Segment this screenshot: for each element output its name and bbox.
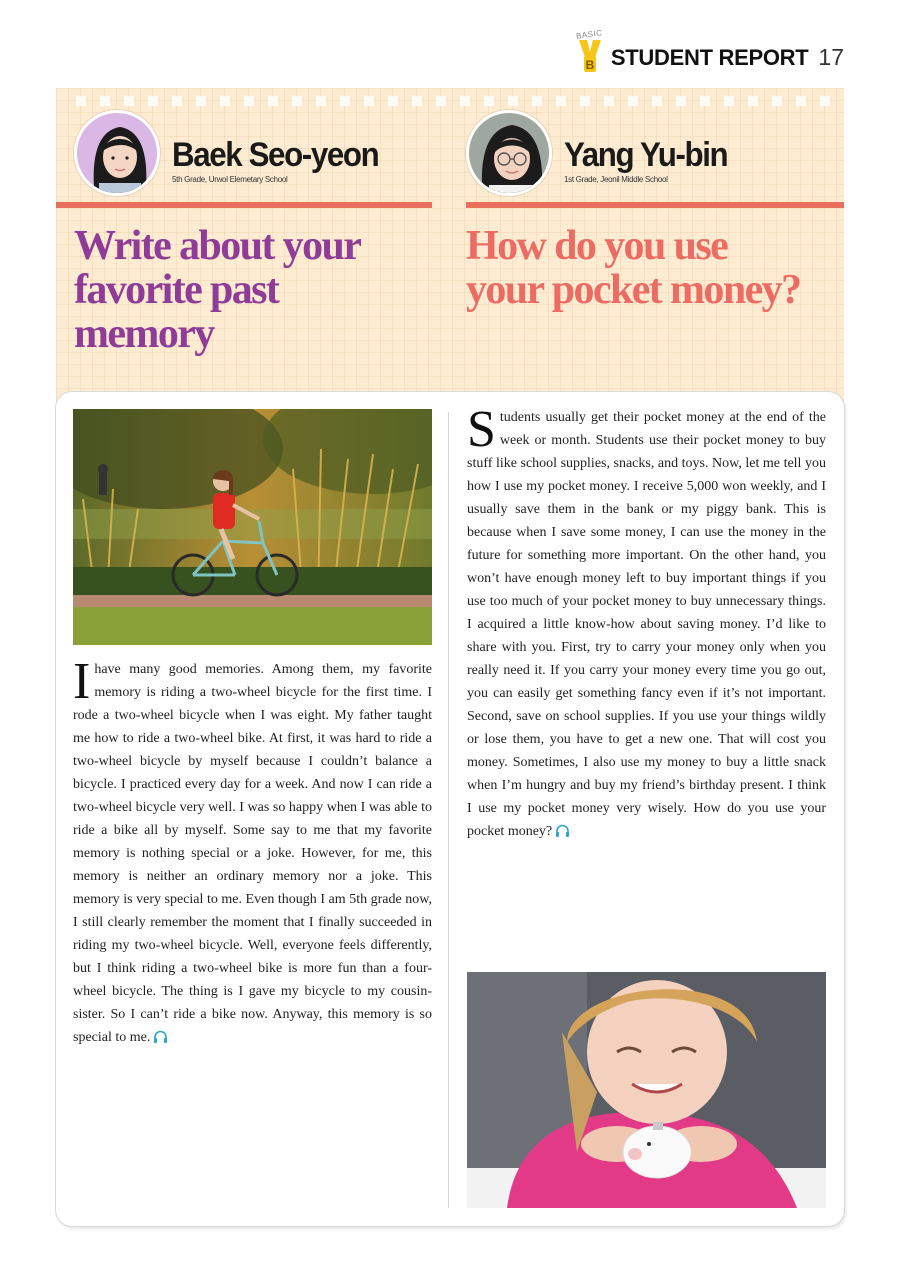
right-author — [466, 110, 741, 196]
badge-letter: B — [585, 58, 595, 72]
page-header — [575, 28, 844, 74]
headline-line: memory — [74, 311, 214, 357]
girl-riding-bicycle-image — [73, 409, 432, 645]
drop-cap: S — [467, 401, 496, 458]
headline-line: Write about your — [74, 223, 361, 269]
headline-line: your pocket money? — [466, 267, 801, 313]
girl-with-piggy-bank-image — [467, 972, 826, 1208]
section-title: STUDENT REPORT — [610, 45, 809, 70]
avatar — [466, 110, 552, 196]
right-headline — [466, 224, 846, 312]
author-name: Baek Seo-yeon — [172, 135, 379, 174]
column-divider — [448, 412, 449, 1208]
headline-line: favorite past — [74, 267, 279, 313]
article-text: tudents usually get their pocket money at the end of the week or month. Students use their pocket money to buy stuff like school supplies, snacks, and toys. Now, let me tell you how I use my pocket money. I receive 5,000 won weekly, and I usually save them in the bank or my piggy bank. This is because when I save some money, I can use the money in the future for something more important. On the other hand, you won’t have enough money left to buy important things if you use too much of your pocket money to buy unnecessary things. I acquired a little know-how about saving money. I’d like to share with you. First, try to carry your money only when you really need it. If you carry your money every time you go out, you can easily get something fancy even if it’s not important. Second, save on school supplies. If you use your things wildly or lose them, you have to get a new one. That will cost you money. Sometimes, I also use my money to buy a little snack when I’m hungry and buy my friend’s birthday present. I think I use my pocket money very wisely. How do you use your pocket money? — [467, 410, 826, 839]
headline-line: How do you use — [466, 223, 728, 269]
author-name: Yang Yu-bin — [564, 135, 728, 174]
article-text: have many good memories. Among them, my favorite memory is riding a two-wheel bicycle for the first time. I rode a two-wheel bicycle when I was eight. My father taught me how to ride a two-wheel bike. At first, it was hard to ride a two-wheel bicycle by myself because I couldn’t balance a bicycle. I practiced every day for a week. And now I can ride a two-wheel bicycle very well. I was so happy when I was able to ride a bike all by myself. Some say to me that my favorite memory is nothing special or a joke. However, for me, this memory is neither an ordinary memory nor a joke. This memory is very special to me. Even though I am 5th grade now, I still clearly remember the moment that I finally succeeded in riding my two-wheel bicycle. Well, everyone feels differently, but I think riding a two-wheel bike is more fun than a four-wheel bicycle. The thing is I gave my bicycle to my cousin- sister. So I can’t ride a bike now. Anyway, this memory is so special to me. — [73, 662, 432, 1045]
right-divider-rule — [466, 202, 844, 208]
drop-cap: I — [73, 653, 91, 710]
page-number: 17 — [818, 44, 844, 70]
portrait-girl-glasses-icon — [469, 113, 552, 196]
author-school: 5th Grade, Urwol Elemetary School — [172, 174, 288, 184]
badge-text: BASIC — [575, 28, 603, 41]
piggy-bank-photo — [467, 972, 826, 1208]
author-school: 1st Grade, Jeonil Middle School — [564, 174, 668, 184]
headphones-icon — [153, 1028, 168, 1051]
left-article-body — [73, 653, 432, 1051]
left-divider-rule — [56, 202, 432, 208]
tape-dots — [76, 96, 836, 106]
headphones-icon — [555, 822, 570, 845]
right-article-body — [467, 401, 826, 845]
article-card — [56, 392, 844, 1226]
left-headline — [74, 224, 434, 356]
portrait-girl-icon — [77, 113, 160, 196]
left-author — [74, 110, 396, 196]
avatar — [74, 110, 160, 196]
basic-badge-icon — [575, 30, 605, 74]
title-banner — [56, 88, 844, 408]
bicycle-photo — [73, 409, 432, 645]
